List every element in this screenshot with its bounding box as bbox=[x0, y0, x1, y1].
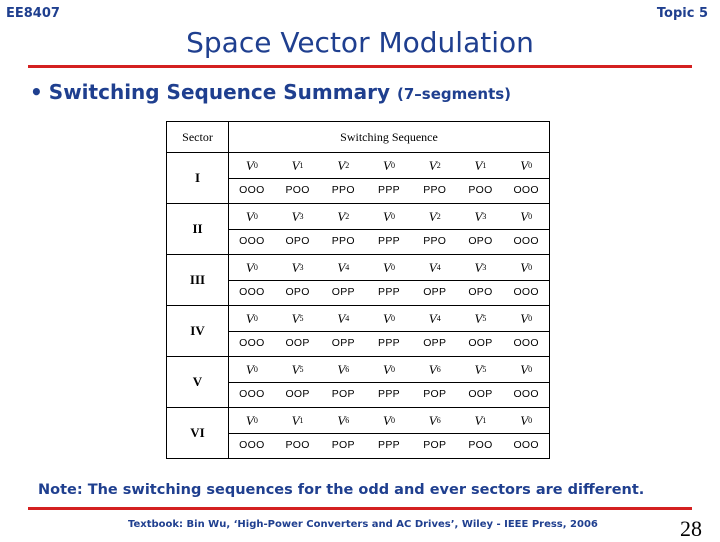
vector-cell bbox=[275, 204, 321, 229]
vector-symbol: V bbox=[291, 310, 300, 326]
vector-symbol: V bbox=[520, 310, 529, 326]
switching-state-cell: PPP bbox=[378, 387, 400, 400]
switching-state-cell: OOO bbox=[513, 387, 539, 400]
vector-index: 0 bbox=[253, 314, 258, 323]
vector-index: 4 bbox=[345, 263, 350, 272]
vector-symbol: V bbox=[383, 412, 391, 428]
switching-sequence-table bbox=[166, 121, 550, 459]
vector-cell bbox=[229, 357, 275, 382]
vector-cell bbox=[503, 408, 549, 433]
switching-state-cell: OPP bbox=[423, 285, 447, 298]
vector-index: 2 bbox=[436, 212, 441, 221]
switching-state-cell: OOO bbox=[513, 234, 539, 247]
vector-symbol: V bbox=[245, 208, 254, 224]
state-row bbox=[229, 383, 549, 404]
switching-state-cell: PPP bbox=[378, 285, 400, 298]
table-row bbox=[167, 153, 549, 204]
switching-state-cell: OPO bbox=[468, 285, 493, 298]
switching-state-cell: OOO bbox=[239, 387, 265, 400]
vector-symbol: V bbox=[474, 310, 483, 326]
vector-index: 6 bbox=[345, 365, 350, 374]
switching-state-cell: OOO bbox=[513, 183, 539, 196]
vector-symbol: V bbox=[520, 208, 529, 224]
vector-symbol: V bbox=[337, 412, 346, 428]
vector-row bbox=[229, 306, 549, 332]
vector-index: 0 bbox=[390, 314, 395, 323]
vector-index: 4 bbox=[345, 314, 350, 323]
switching-state-cell: OPP bbox=[423, 336, 447, 349]
switching-state-cell: PPO bbox=[331, 183, 355, 196]
vector-cell bbox=[229, 204, 275, 229]
switching-state-cell: OOO bbox=[239, 183, 265, 196]
switching-state-cell: OOO bbox=[513, 438, 539, 451]
vector-index: 6 bbox=[436, 416, 441, 425]
vector-cell bbox=[320, 153, 366, 178]
vector-symbol: V bbox=[291, 259, 300, 275]
switching-state-cell: OOO bbox=[239, 285, 265, 298]
vector-symbol: V bbox=[245, 412, 254, 428]
vector-index: 0 bbox=[390, 263, 395, 272]
vector-cell bbox=[320, 204, 366, 229]
switching-state-cell: POP bbox=[423, 387, 447, 400]
vector-symbol: V bbox=[520, 412, 529, 428]
vector-index: 3 bbox=[299, 263, 304, 272]
vector-symbol: V bbox=[245, 310, 254, 326]
vector-cell bbox=[458, 153, 504, 178]
vector-cell bbox=[503, 153, 549, 178]
vector-cell bbox=[412, 408, 458, 433]
vector-cell bbox=[412, 306, 458, 331]
switching-state-cell: OOO bbox=[239, 234, 265, 247]
switching-state-cell: PPP bbox=[378, 438, 400, 451]
vector-cell bbox=[458, 306, 504, 331]
vector-symbol: V bbox=[245, 157, 254, 173]
bullet-heading bbox=[30, 80, 511, 104]
vector-symbol: V bbox=[428, 412, 437, 428]
vector-symbol: V bbox=[337, 361, 346, 377]
vector-cell bbox=[503, 204, 549, 229]
vector-row bbox=[229, 408, 549, 434]
table-header bbox=[167, 122, 549, 153]
switching-state-cell: OOP bbox=[468, 387, 493, 400]
switching-state-cell: POO bbox=[285, 183, 310, 196]
switching-state-cell: OPO bbox=[285, 234, 310, 247]
switching-state-cell: PPP bbox=[378, 336, 400, 349]
switching-state-cell: PPO bbox=[423, 234, 447, 247]
vector-symbol: V bbox=[337, 310, 346, 326]
topic-label: Topic 5 bbox=[656, 6, 708, 21]
switching-state-cell: OPP bbox=[331, 285, 355, 298]
vector-cell bbox=[503, 255, 549, 280]
vector-index: 3 bbox=[482, 212, 487, 221]
vector-cell bbox=[229, 153, 275, 178]
page-number: 28 bbox=[680, 516, 702, 541]
vector-index: 0 bbox=[390, 365, 395, 374]
vector-index: 2 bbox=[345, 212, 350, 221]
vector-cell bbox=[229, 255, 275, 280]
vector-index: 0 bbox=[253, 161, 258, 170]
vector-index: 1 bbox=[482, 161, 487, 170]
vector-cell bbox=[275, 306, 321, 331]
vector-index: 3 bbox=[299, 212, 304, 221]
vector-symbol: V bbox=[291, 361, 300, 377]
vector-cell bbox=[366, 153, 412, 178]
course-code: EE8407 bbox=[6, 6, 60, 21]
vector-index: 0 bbox=[253, 212, 258, 221]
vector-symbol: V bbox=[428, 259, 437, 275]
sector-cell: I bbox=[167, 153, 229, 203]
switching-state-cell: POO bbox=[285, 438, 310, 451]
vector-cell bbox=[458, 204, 504, 229]
sector-cell: VI bbox=[167, 408, 229, 458]
vector-index: 0 bbox=[390, 161, 395, 170]
vector-index: 0 bbox=[253, 263, 258, 272]
vector-symbol: V bbox=[383, 310, 391, 326]
switching-state-cell: POP bbox=[331, 387, 355, 400]
switching-state-cell: OOO bbox=[239, 438, 265, 451]
vector-index: 5 bbox=[299, 365, 304, 374]
vector-cell bbox=[412, 204, 458, 229]
vector-symbol: V bbox=[428, 361, 437, 377]
switching-state-cell: OPO bbox=[285, 285, 310, 298]
vector-row bbox=[229, 204, 549, 230]
vector-symbol: V bbox=[291, 208, 300, 224]
vector-cell bbox=[275, 255, 321, 280]
vector-cell bbox=[275, 357, 321, 382]
vector-cell bbox=[320, 408, 366, 433]
vector-cell bbox=[366, 408, 412, 433]
vector-cell bbox=[320, 306, 366, 331]
vector-symbol: V bbox=[474, 208, 483, 224]
slide-title: Space Vector Modulation bbox=[186, 26, 534, 59]
vector-cell bbox=[458, 408, 504, 433]
vector-index: 1 bbox=[299, 416, 304, 425]
vector-symbol: V bbox=[383, 259, 391, 275]
vector-index: 2 bbox=[436, 161, 441, 170]
table-row bbox=[167, 204, 549, 255]
vector-symbol: V bbox=[291, 412, 300, 428]
vector-cell bbox=[366, 255, 412, 280]
vector-symbol: V bbox=[474, 412, 483, 428]
switching-state-cell: OOP bbox=[285, 387, 310, 400]
vector-symbol: V bbox=[474, 259, 483, 275]
state-row bbox=[229, 179, 549, 200]
footer-citation: Textbook: Bin Wu, ‘High-Power Converters and AC Drives’, Wiley - IEEE Press, 2006 bbox=[128, 519, 598, 530]
state-row bbox=[229, 230, 549, 251]
vector-index: 0 bbox=[253, 416, 258, 425]
table-row bbox=[167, 306, 549, 357]
vector-cell bbox=[503, 306, 549, 331]
vector-symbol: V bbox=[474, 361, 483, 377]
vector-symbol: V bbox=[474, 157, 483, 173]
vector-index: 5 bbox=[299, 314, 304, 323]
vector-row bbox=[229, 153, 549, 179]
vector-index: 6 bbox=[345, 416, 350, 425]
bullet-main-text: Switching Sequence Summary bbox=[48, 80, 390, 104]
vector-index: 0 bbox=[528, 212, 533, 221]
vector-symbol: V bbox=[337, 208, 346, 224]
vector-symbol: V bbox=[245, 259, 254, 275]
vector-index: 3 bbox=[482, 263, 487, 272]
vector-cell bbox=[366, 204, 412, 229]
state-row bbox=[229, 434, 549, 455]
vector-symbol: V bbox=[337, 157, 346, 173]
header-sector: Sector bbox=[167, 122, 229, 152]
bullet-dot-icon: • bbox=[30, 80, 43, 104]
vector-index: 1 bbox=[482, 416, 487, 425]
note-text: Note: The switching sequences for the odd and ever sectors are different. bbox=[38, 482, 645, 498]
switching-state-cell: POO bbox=[468, 183, 493, 196]
vector-index: 1 bbox=[299, 161, 304, 170]
switching-state-cell: OOO bbox=[239, 336, 265, 349]
vector-index: 4 bbox=[436, 263, 441, 272]
vector-cell bbox=[275, 408, 321, 433]
vector-symbol: V bbox=[520, 361, 529, 377]
state-row bbox=[229, 281, 549, 302]
table-row bbox=[167, 357, 549, 408]
switching-state-cell: OOP bbox=[285, 336, 310, 349]
vector-symbol: V bbox=[428, 208, 437, 224]
header-switching-sequence: Switching Sequence bbox=[340, 129, 438, 144]
vector-index: 0 bbox=[390, 212, 395, 221]
vector-index: 6 bbox=[436, 365, 441, 374]
switching-state-cell: OOO bbox=[513, 285, 539, 298]
vector-cell bbox=[275, 153, 321, 178]
vector-symbol: V bbox=[383, 361, 391, 377]
vector-index: 0 bbox=[528, 263, 533, 272]
vector-symbol: V bbox=[520, 259, 529, 275]
switching-state-cell: PPP bbox=[378, 234, 400, 247]
switching-state-cell: PPP bbox=[378, 183, 400, 196]
vector-index: 5 bbox=[482, 314, 487, 323]
table-row bbox=[167, 255, 549, 306]
switching-state-cell: POP bbox=[423, 438, 447, 451]
switching-state-cell: OOP bbox=[468, 336, 493, 349]
vector-cell bbox=[412, 255, 458, 280]
vector-symbol: V bbox=[245, 361, 254, 377]
switching-state-cell: OPP bbox=[331, 336, 355, 349]
vector-symbol: V bbox=[383, 208, 391, 224]
vector-index: 0 bbox=[528, 365, 533, 374]
switching-state-cell: PPO bbox=[423, 183, 447, 196]
vector-index: 0 bbox=[528, 314, 533, 323]
sector-cell: IV bbox=[167, 306, 229, 356]
vector-index: 4 bbox=[436, 314, 441, 323]
vector-index: 5 bbox=[482, 365, 487, 374]
vector-cell bbox=[458, 255, 504, 280]
switching-state-cell: POP bbox=[331, 438, 355, 451]
vector-symbol: V bbox=[337, 259, 346, 275]
vector-cell bbox=[229, 408, 275, 433]
vector-cell bbox=[366, 357, 412, 382]
switching-state-cell: OPO bbox=[468, 234, 493, 247]
vector-symbol: V bbox=[428, 310, 437, 326]
switching-state-cell: POO bbox=[468, 438, 493, 451]
vector-symbol: V bbox=[428, 157, 437, 173]
vector-symbol: V bbox=[383, 157, 391, 173]
vector-symbol: V bbox=[520, 157, 529, 173]
sector-cell: III bbox=[167, 255, 229, 305]
vector-index: 0 bbox=[528, 161, 533, 170]
bottom-rule bbox=[28, 507, 692, 510]
vector-cell bbox=[366, 306, 412, 331]
vector-symbol: V bbox=[291, 157, 300, 173]
bullet-sub-text: (7–segments) bbox=[396, 85, 512, 103]
vector-cell bbox=[503, 357, 549, 382]
vector-cell bbox=[458, 357, 504, 382]
switching-state-cell: OOO bbox=[513, 336, 539, 349]
table-row bbox=[167, 408, 549, 459]
vector-cell bbox=[412, 153, 458, 178]
state-row bbox=[229, 332, 549, 353]
vector-index: 0 bbox=[528, 416, 533, 425]
vector-index: 0 bbox=[390, 416, 395, 425]
sector-cell: V bbox=[167, 357, 229, 407]
vector-index: 0 bbox=[253, 365, 258, 374]
sector-cell: II bbox=[167, 204, 229, 254]
top-rule bbox=[28, 65, 692, 68]
vector-index: 2 bbox=[345, 161, 350, 170]
vector-row bbox=[229, 357, 549, 383]
switching-state-cell: PPO bbox=[331, 234, 355, 247]
vector-cell bbox=[412, 357, 458, 382]
vector-cell bbox=[320, 255, 366, 280]
vector-row bbox=[229, 255, 549, 281]
vector-cell bbox=[320, 357, 366, 382]
vector-cell bbox=[229, 306, 275, 331]
